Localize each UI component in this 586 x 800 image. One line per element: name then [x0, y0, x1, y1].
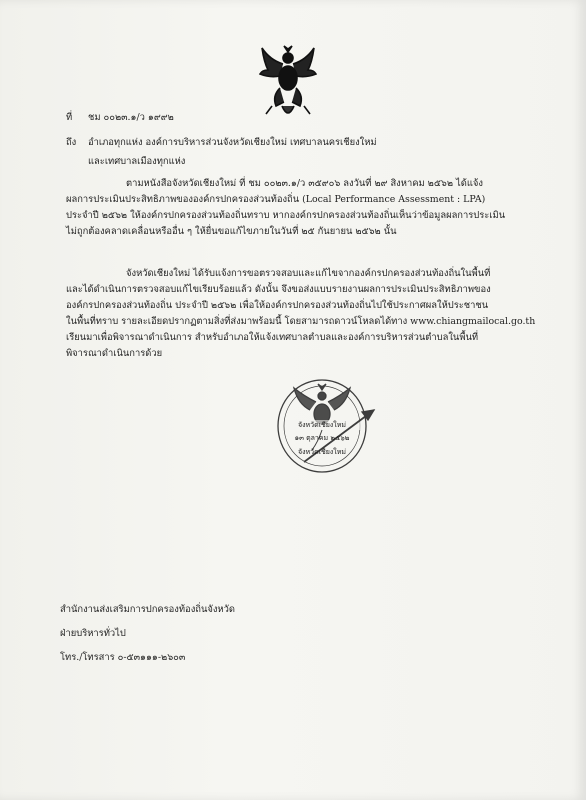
paragraph-line: ไม่ถูกต้องคลาดเคลื่อนหรืออื่น ๆ ให้ยื่นขอแก้ไขภายในวันที่ ๒๕ กันยายน ๒๕๖๒ นั้น: [66, 226, 397, 237]
sender-footer: [60, 598, 235, 670]
paragraph-line: ในพื้นที่ทราบ รายละเอียดปรากฏตามสิ่งที่ส่งมาพร้อมนี้ โดยสามารถดาวน์โหลดได้ทาง www.chiangmailocal.go.th: [66, 316, 536, 327]
paragraph-line: ผลการประเมินประสิทธิภาพขององค์กรปกครองส่วนท้องถิ่น (Local Performance Assessment : LPA): [66, 194, 486, 205]
division-name: ฝ่ายบริหารทั่วไป: [60, 628, 126, 639]
paragraph-line: พิจารณาดำเนินการด้วย: [66, 348, 163, 359]
stamp-top-text: จังหวัดเชียงใหม่: [298, 421, 346, 429]
recipient-label: ถึง: [66, 137, 77, 148]
phone-fax: โทร./โทรสาร ๐-๕๓๑๑๑-๒๖๐๓: [60, 652, 186, 663]
recipient-line-2: และเทศบาลเมืองทุกแห่ง: [88, 156, 186, 167]
recipient-line-1: อำเภอทุกแห่ง องค์การบริหารส่วนจังหวัดเชียงใหม่ เทศบาลนครเชียงใหม่: [88, 137, 377, 148]
paragraph-line: จังหวัดเชียงใหม่ ได้รับแจ้งการขอตรวจสอบและแก้ไขจากองค์กรปกครองส่วนท้องถิ่นในพื้นที่: [126, 268, 491, 279]
paragraph-line: ประจำปี ๒๕๖๒ ให้องค์กรปกครองส่วนท้องถิ่นทราบ หากองค์กรปกครองส่วนท้องถิ่นเห็นว่าข้อมูลผลการประเมิน: [66, 210, 506, 221]
stamp-bottom-text: จังหวัดเชียงใหม่: [298, 448, 346, 456]
paragraph-line: และได้ดำเนินการตรวจสอบแก้ไขเรียบร้อยแล้ว ดังนั้น จึงขอส่งแบบรายงานผลการประเมินประสิทธิภาพของ: [66, 284, 491, 295]
body-paragraph-2: [66, 266, 536, 362]
official-seal-stamp: [264, 370, 384, 480]
paragraph-line: เรียนมาเพื่อพิจารณาดำเนินการ สำหรับอำเภอให้แจ้งเทศบาลตำบลและองค์การบริหารส่วนตำบลในพื้นที่: [66, 332, 479, 343]
stamp-date-text: ๑๓ ตุลาคม ๒๕๖๒: [294, 434, 350, 442]
office-name: สำนักงานส่งเสริมการปกครองท้องถิ่นจังหวัด: [60, 604, 235, 615]
garuda-emblem-icon: [258, 44, 318, 120]
paragraph-line: องค์กรปกครองส่วนท้องถิ่น ประจำปี ๒๕๖๒ เพื่อให้องค์กรปกครองส่วนท้องถิ่นไปใช้ประกาศผลให้ประชาชน: [66, 300, 489, 311]
paragraph-line: ตามหนังสือจังหวัดเชียงใหม่ ที่ ชม ๐๐๒๓.๑/ว ๓๕๙๐๖ ลงวันที่ ๒๙ สิงหาคม ๒๕๖๒ ได้แจ้ง: [126, 178, 483, 189]
reference-number: ชม ๐๐๒๓.๑/ว ๑๙๙๒: [88, 112, 174, 123]
reference-label: ที่: [66, 112, 73, 123]
body-paragraph-1: [66, 176, 526, 240]
